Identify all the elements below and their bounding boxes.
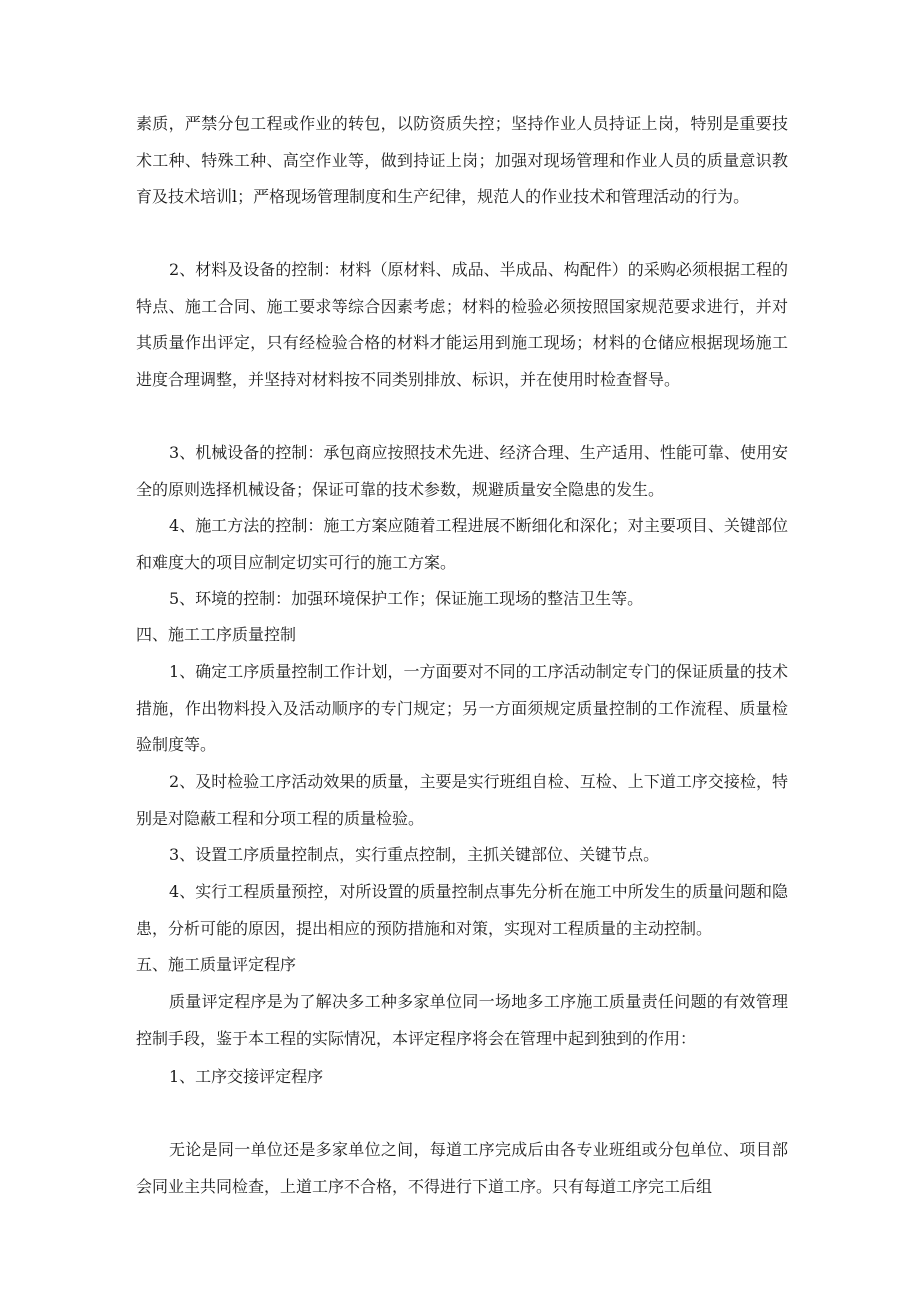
paragraph-quality-precontrol: 4、实行工程质量预控，对所设置的质量控制点事先分析在施工中所发生的质量问题和隐患，分析可能的原因，提出相应的预防措施和对策，实现对工程质量的主动控制。 [136,882,788,938]
paragraph-control-points: 3、设置工序质量控制点，实行重点控制，主抓关键部位、关键节点。 [169,845,660,864]
paragraph-machinery-control: 3、机械设备的控制：承包商应按照技术先进、经济合理、生产适用、性能可靠、使用安全的原则选择机械设备；保证可靠的技术参数，规避质量安全隐患的发生。 [136,443,788,499]
paragraph-process-inspection: 2、及时检验工序活动效果的质量，主要是实行班组自检、互检、上下道工序交接检，特别是对隐蔽工程和分项工程的质量检验。 [136,772,788,828]
section-heading-quality-evaluation: 五、施工质量评定程序 [136,955,297,974]
paragraph-method-control: 4、施工方法的控制：施工方案应随着工程进展不断细化和深化；对主要项目、关键部位和难度大的项目应制定切实可行的施工方案。 [136,516,788,572]
paragraph-personnel-control: 素质，严禁分包工程或作业的转包，以防资质失控；坚持作业人员持证上岗，特别是重要技术工种、特殊工种、高空作业等，做到持证上岗；加强对现场管理和作业人员的质量意识教育及技术培训l；严格现场管理制度和生产纪律，规范人的作业技术和管理活动的行为。 [136,114,788,206]
paragraph-environment-control: 5、环境的控制：加强环境保护工作；保证施工现场的整洁卫生等。 [169,589,644,608]
section-heading-process-quality: 四、施工工序质量控制 [136,625,297,644]
paragraph-process-plan: 1、确定工序质量控制工作计划，一方面要对不同的工序活动制定专门的保证质量的技术措施，作出物料投入及活动顺序的专门规定；另一方面须规定质量控制的工作流程、质量检验制度等。 [136,662,788,754]
paragraph-handover-details: 无论是同一单位还是多家单位之间，每道工序完成后由各专业班组或分包单位、项目部会同业主共同检查，上道工序不合格，不得进行下道工序。只有每道工序完工后组 [136,1140,788,1196]
subheading-process-handover: 1、工序交接评定程序 [169,1067,324,1086]
paragraph-material-control: 2、材料及设备的控制：材料（原材料、成品、半成品、构配件）的采购必须根据工程的特点、施工合同、施工要求等综合因素考虑；材料的检验必须按照国家规范要求进行，并对其质量作出评定，只有经检验合格的材料才能运用到施工现场；材料的仓储应根据现场施工进度合理调整，并坚持对材料按不同类别排放、标识，并在使用时检查督导。 [136,260,788,389]
paragraph-evaluation-intro: 质量评定程序是为了解决多工种多家单位同一场地多工序施工质量责任问题的有效管理控制手段，鉴于本工程的实际情况，本评定程序将会在管理中起到独到的作用： [136,992,788,1048]
